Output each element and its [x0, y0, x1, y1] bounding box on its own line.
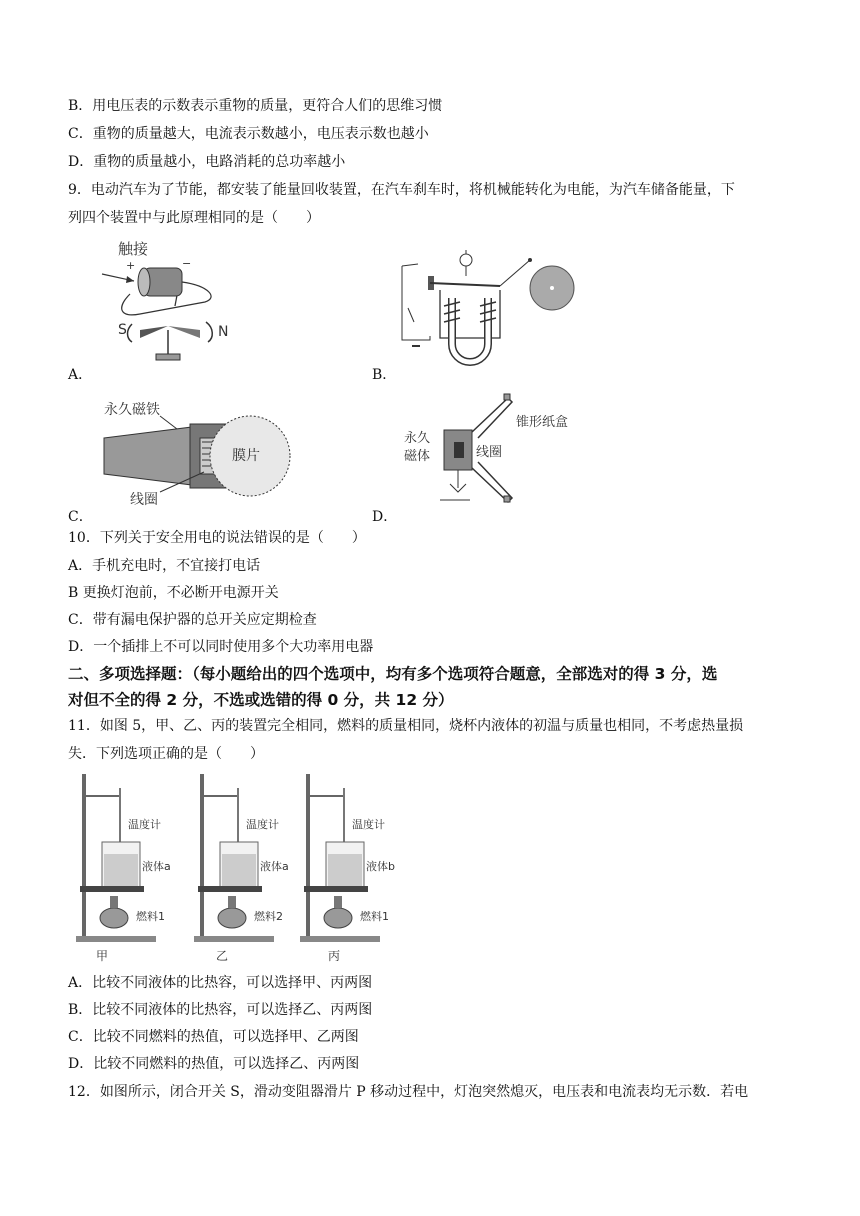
q10-option-d: D．一个插排上不可以同时使用多个大功率用电器: [68, 639, 374, 655]
jia-thermometer-label: 温度计: [128, 818, 161, 831]
figd-magnet-line1: 永久: [404, 431, 431, 446]
q11-stem-line1: 11．如图 5，甲、乙、丙的装置完全相同，燃料的质量相同，烧杯内液体的初温与质量也相同，不考虑热量损: [68, 718, 744, 734]
figa-north-label: N: [218, 324, 229, 340]
q11-figure: [76, 770, 406, 966]
bing-thermometer-label: 温度计: [352, 818, 385, 831]
q9-figure-d: [400, 392, 570, 508]
q9-label-d: D．: [372, 509, 398, 525]
setup-bing: [300, 774, 395, 963]
q11-option-a: A．比较不同液体的比热容，可以选择甲、丙两图: [68, 975, 373, 991]
q10-option-b: B 更换灯泡前，不必断开电源开关: [68, 585, 279, 601]
jia-liquid-label: 液体a: [142, 860, 171, 873]
yi-liquid-label: 液体a: [260, 860, 289, 873]
jia-fuel-label: 燃料1: [136, 910, 165, 923]
q9-figure-b: [400, 246, 580, 366]
q10-option-c: C．带有漏电保护器的总开关应定期检查: [68, 612, 317, 628]
q10-stem: 10．下列关于安全用电的说法错误的是（ ）: [68, 530, 366, 546]
figa-minus-label: −: [182, 257, 192, 270]
q11-option-b: B．比较不同液体的比热容，可以选择乙、丙两图: [68, 1002, 373, 1018]
q9-stem-line1: 9．电动汽车为了节能，都安装了能量回收装置，在汽车刹车时，将机械能转化为电能，为汽车储备能量，下: [68, 182, 735, 198]
bing-fuel-label: 燃料1: [360, 910, 389, 923]
figd-cone-label: 锥形纸盒: [516, 415, 569, 430]
figc-magnet-label: 永久磁铁: [104, 402, 160, 418]
figa-south-label: S: [118, 322, 127, 338]
q11-option-c: C．比较不同燃料的热值，可以选择甲、乙两图: [68, 1029, 359, 1045]
section2-heading-line2: 对但不全的得 2 分，不选或选错的得 0 分，共 12 分）: [68, 691, 454, 709]
jia-caption: 甲: [96, 949, 109, 963]
figd-coil-label: 线圈: [476, 445, 503, 460]
q9-stem-line2: 列四个装置中与此原理相同的是（ ）: [68, 210, 320, 226]
q8-option-b: B．用电压表的示数表示重物的质量，更符合人们的思维习惯: [68, 98, 443, 114]
figa-touch-label: 触接: [118, 240, 149, 258]
yi-thermometer-label: 温度计: [246, 818, 279, 831]
q11-stem-line2: 失．下列选项正确的是（ ）: [68, 746, 264, 762]
setup-yi: [194, 774, 289, 963]
figd-magnet-line2: 磁体: [404, 449, 431, 464]
figa-plus-label: +: [126, 259, 136, 272]
q9-figure-a: [100, 238, 240, 368]
q8-option-c: C．重物的质量越大，电流表示数越小，电压表示数也越小: [68, 126, 429, 142]
q12-stem-line1: 12．如图所示，闭合开关 S，滑动变阻器滑片 P 移动过程中，灯泡突然熄灭，电压表和电流表均无示数．若电: [68, 1084, 749, 1100]
yi-caption: 乙: [216, 949, 229, 963]
q9-label-c: C．: [68, 509, 93, 525]
figc-coil-label: 线圈: [130, 492, 158, 508]
figa-current-label: I: [174, 295, 178, 310]
bing-caption: 丙: [328, 949, 341, 963]
figc-diaphragm-label: 膜片: [232, 448, 260, 464]
section2-heading-line1: 二、多项选择题：（每小题给出的四个选项中，均有多个选项符合题意，全部选对的得 3 分，选: [68, 665, 718, 683]
bing-liquid-label: 液体b: [366, 860, 395, 873]
q9-label-b: B．: [372, 367, 397, 383]
q10-option-a: A．手机充电时，不宜接打电话: [68, 558, 261, 574]
q11-option-d: D．比较不同燃料的热值，可以选择乙、丙两图: [68, 1056, 360, 1072]
setup-jia: [76, 774, 171, 963]
q9-figure-c: [100, 398, 300, 510]
q8-option-d: D．重物的质量越小，电路消耗的总功率越小: [68, 154, 346, 170]
q9-label-a: A．: [68, 367, 93, 383]
yi-fuel-label: 燃料2: [254, 910, 283, 923]
